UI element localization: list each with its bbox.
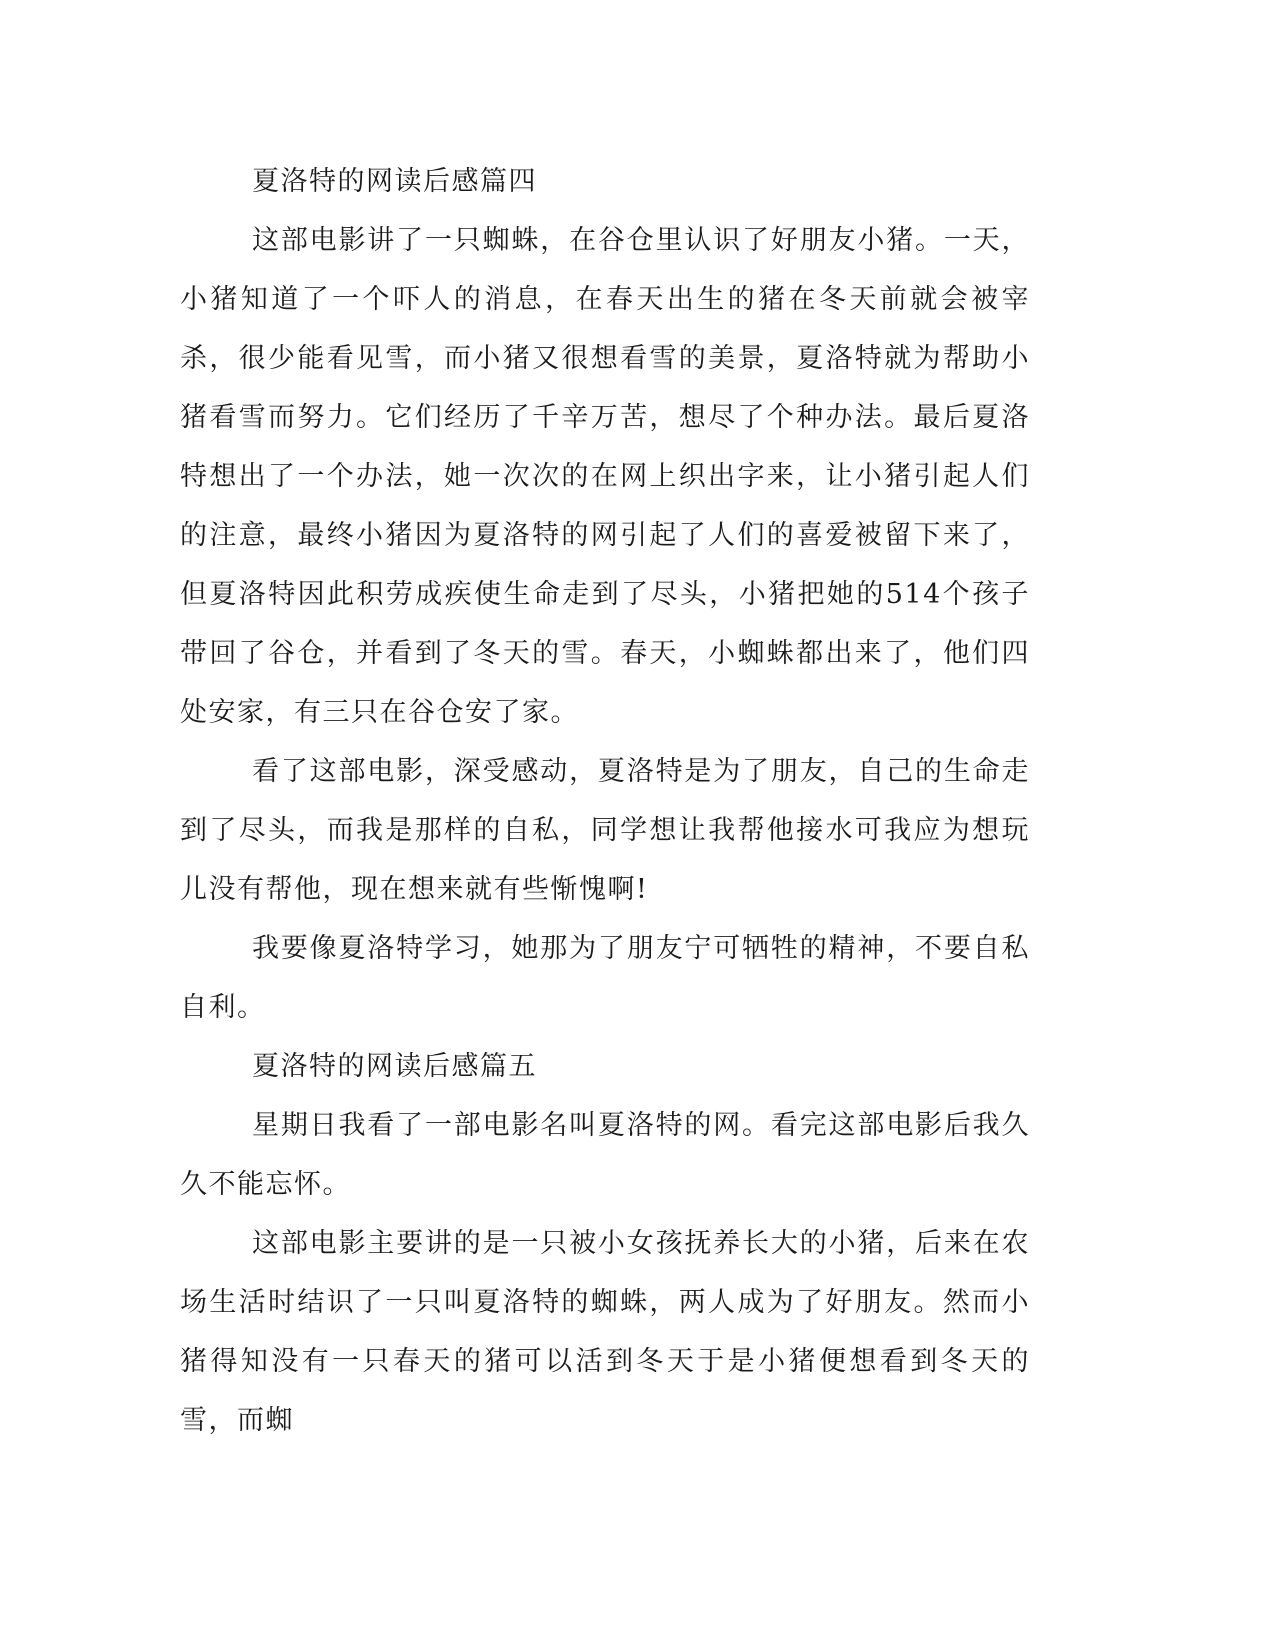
body-paragraph: 看了这部电影，深受感动，夏洛特是为了朋友，自己的生命走到了尽头，而我是那样的自私，同学想让我帮他接水可我应为想玩儿没有帮他，现在想来就有些惭愧啊! [180, 756, 1030, 905]
body-paragraph: 星期日我看了一部电影名叫夏洛特的网。看完这部电影后我久久不能忘怀。 [180, 1110, 1030, 1200]
section-heading: 夏洛特的网读后感篇五 [252, 1051, 537, 1082]
body-paragraph: 这部电影主要讲的是一只被小女孩抚养长大的小猪，后来在农场生活时结识了一只叫夏洛特的蜘蛛，两人成为了好朋友。然而小猪得知没有一只春天的猪可以活到冬天于是小猪便想看到冬天的雪，而蜘 [180, 1228, 1030, 1436]
body-paragraph: 这部电影讲了一只蜘蛛，在谷仓里认识了好朋友小猪。一天，小猪知道了一个吓人的消息，在春天出生的猪在冬天前就会被宰杀，很少能看见雪，而小猪又很想看雪的美景，夏洛特就为帮助小猪看雪而努力。它们经历了千辛万苦，想尽了个种办法。最后夏洛特想出了一个办法，她一次次的在网上织出字来，让小猪引起人们的注意，最终小猪因为夏洛特的网引起了人们的喜爱被留下来了，但夏洛特因此积劳成疾使生命走到了尽头，小猪把她的514个孩子带回了谷仓，并看到了冬天的雪。春天，小蜘蛛都出来了，他们四处安家，有三只在谷仓安了家。 [180, 225, 1030, 728]
section-heading: 夏洛特的网读后感篇四 [252, 166, 537, 197]
document-body [180, 152, 1030, 1450]
body-paragraph: 我要像夏洛特学习，她那为了朋友宁可牺牲的精神，不要自私自利。 [180, 933, 1030, 1023]
